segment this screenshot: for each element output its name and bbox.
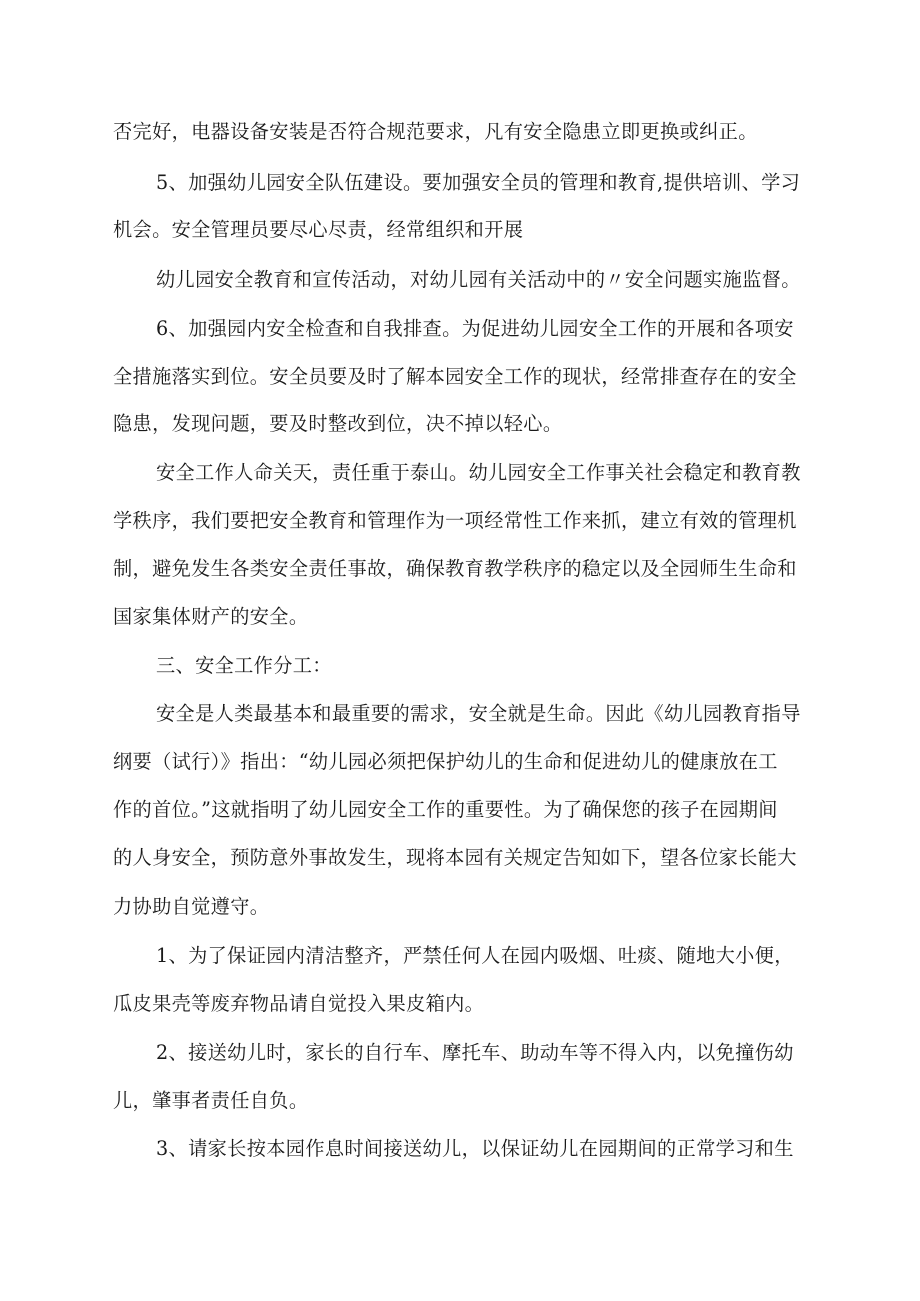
text-line: 安全工作人命关天，责任重于泰山。幼儿园安全工作事关社会稳定和教育教 [156,461,801,484]
text-line: 儿，肇事者责任自负。 [113,1089,309,1112]
text-line: 国家集体财产的安全。 [113,605,309,628]
text-line: 纲要（试行）》指出：“幼儿园必须把保护幼儿的生命和促进幼儿的健康放在工 [113,750,778,773]
text-line: 学秩序，我们要把安全教育和管理作为一项经常性工作来抓，建立有效的管理机 [113,509,797,532]
text-line: 的人身安全，预防意外事故发生，现将本园有关规定告知如下，望各位家长能大 [113,846,797,869]
text-line: 幼儿园安全教育和宣传活动，对幼儿园有关活动中的〃安全问题实施监督。 [156,268,801,291]
text-line: 6、加强园内安全检查和自我排查。为促进幼儿园安全工作的开展和各项安 [156,317,794,340]
text-line: 安全是人类最基本和最重要的需求，安全就是生命。因此《幼儿园教育指导 [156,702,801,725]
text-line: 作的首位。”这就指明了幼儿园安全工作的重要性。为了确保您的孩子在园期间 [113,798,778,821]
section-heading: 三、安全工作分工： [156,654,332,677]
text-line: 否完好，电器设备安装是否符合规范要求，凡有安全隐患立即更换或纠正。 [113,120,758,143]
text-line: 制，避免发生各类安全责任事故，确保教育教学秩序的稳定以及全园师生生命和 [113,557,797,580]
text-line: 3、请家长按本园作息时间接送幼儿，以保证幼儿在园期间的正常学习和生 [156,1137,794,1160]
text-line: 1、为了保证园内清洁整齐，严禁任何人在园内吸烟、吐痰、随地大小便， [156,944,794,967]
text-line: 力协助自觉遵守。 [113,895,270,918]
text-line: 2、接送幼儿时，家长的自行车、摩托车、助动车等不得入内，以免撞伤幼 [156,1041,794,1064]
text-line: 机会。安全管理员要尽心尽责，经常组织和开展 [113,218,524,241]
text-line: 瓜皮果壳等废弃物品请自觉投入果皮箱内。 [113,992,485,1015]
text-line: 隐患，发现问题，要及时整改到位，决不掉以轻心。 [113,412,563,435]
text-line: 全措施落实到位。安全员要及时了解本园安全工作的现状，经常排查存在的安全 [113,365,797,388]
text-line: 5、加强幼儿园安全队伍建设。要加强安全员的管理和教育,提供培训、学习 [156,171,801,194]
